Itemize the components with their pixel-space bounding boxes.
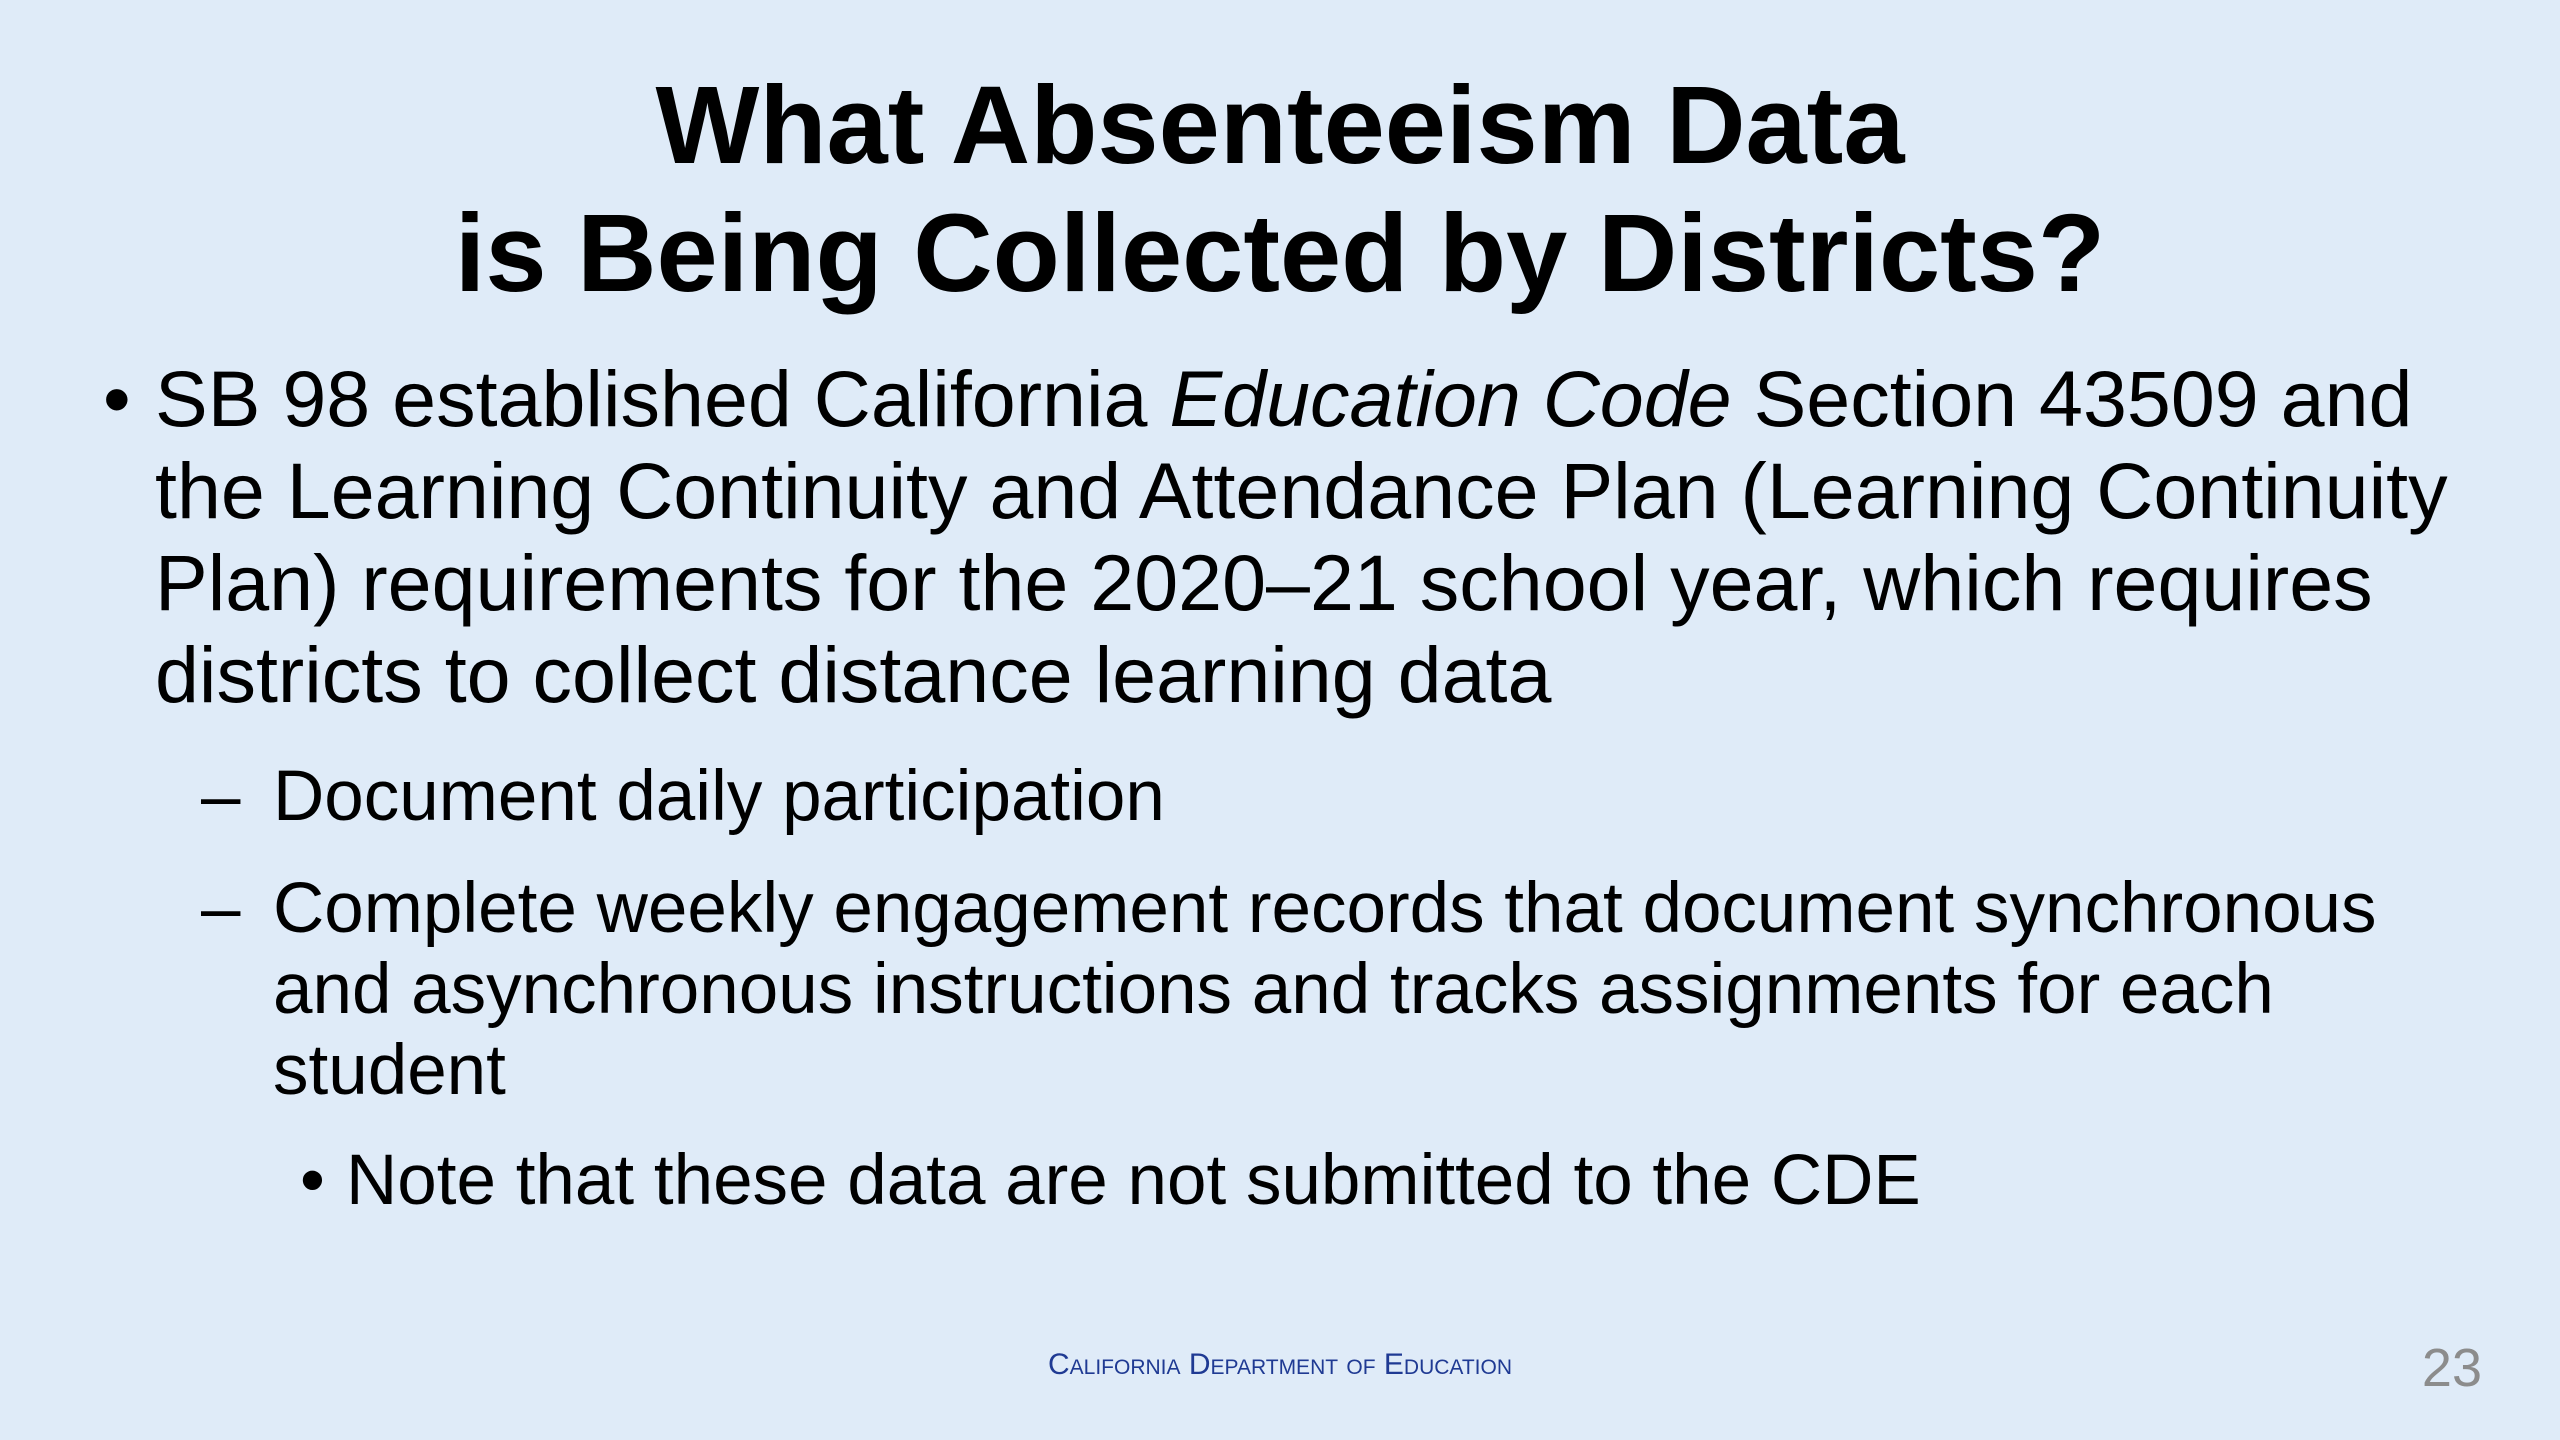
sub-item-text: Document daily participation: [273, 757, 1165, 836]
dash-bullet-icon: –: [201, 757, 241, 836]
title-line-2: is Being Collected by Districts?: [454, 192, 2106, 315]
title-line-1: What Absenteeism Data: [655, 64, 1905, 187]
sub-item-weekly-engagement: [201, 868, 2473, 1111]
sub-item-daily-participation: [201, 756, 2473, 837]
education-code-italic: Education Code: [1169, 354, 1732, 443]
bullet-sb98-text-after: Section 43509 and the Learning Continuity and Attendance Plan (Learning Continuity Plan) requirements for the 2020–21 school year, which requires districts to collect distance learning data: [155, 354, 2448, 719]
bullet-sb98: [103, 353, 2455, 721]
dash-bullet-icon: –: [201, 869, 241, 948]
note-text: Note that these data are not submitted to the CDE: [346, 1141, 1921, 1220]
sub-item-text: Complete weekly engagement records that document synchronous and asynchronous instructions and tracks assignments for each student: [273, 869, 2377, 1110]
slide-title: [0, 62, 2560, 318]
bullet-sb98-text: [155, 353, 2455, 721]
bullet-dot-icon: •: [300, 1141, 325, 1220]
bullet-dot-icon: •: [103, 354, 131, 443]
footer-organization: California Department of Education: [1047, 1348, 1513, 1381]
bullet-sb98-text-before: SB 98 established California: [155, 354, 1170, 443]
page-number: 23: [2421, 1338, 2482, 1398]
note-bullet: [300, 1140, 2346, 1221]
